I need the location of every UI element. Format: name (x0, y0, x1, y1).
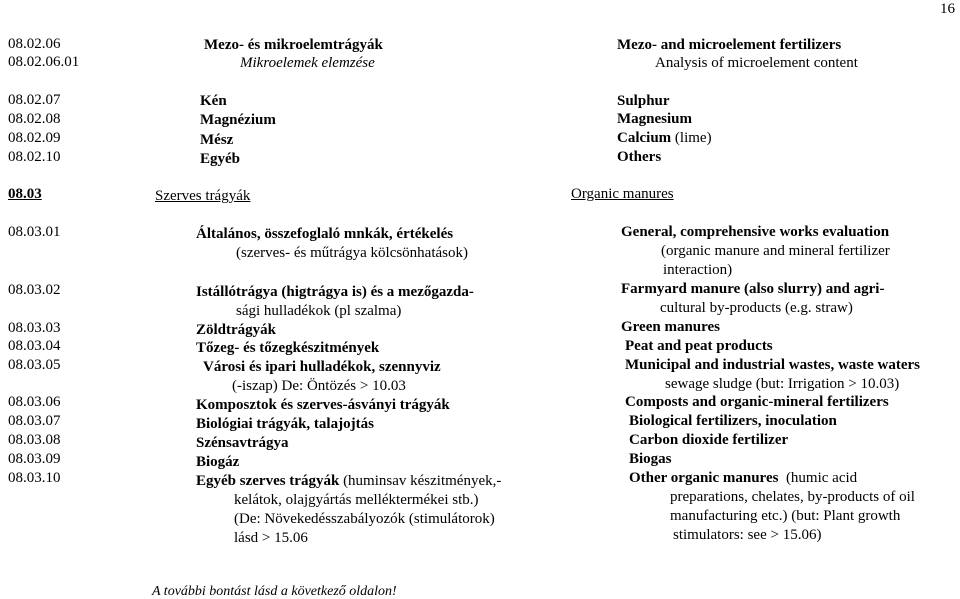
hu-mesz: Mész (200, 132, 234, 148)
en-composts: Composts and organic-mineral fertilizers (625, 394, 889, 410)
hu-egyeb-szerves-ref: lásd > 15.06 (234, 530, 308, 546)
en-micro-subtitle: Analysis of microelement content (655, 55, 858, 71)
hu-egyeb-szerves-bold: Egyéb szerves trágyák (196, 473, 340, 489)
section-code: 08.03 (8, 186, 42, 202)
en-other-rest: (humic acid (778, 470, 858, 486)
code-label: 08.03.06 (8, 394, 61, 410)
en-sulphur: Sulphur (617, 93, 670, 109)
hu-section-heading: Szerves trágyák (155, 188, 251, 204)
en-co2: Carbon dioxide fertilizer (629, 432, 789, 448)
code-label: 08.02.06 (8, 36, 61, 52)
en-general-cont2: interaction) (663, 262, 733, 278)
hu-altalanos: Általános, összefoglaló mnkák, értékelés (196, 226, 454, 242)
hu-micro-title: Mezo- és mikroelemtrágyák (204, 37, 383, 53)
code-label: 08.03.05 (8, 357, 61, 373)
hu-micro-subtitle: Mikroelemek elemzése (240, 55, 375, 71)
en-other (629, 471, 857, 486)
hu-egyeb-szerves (196, 474, 501, 489)
hu-egyeb: Egyéb (200, 151, 241, 167)
en-green: Green manures (621, 319, 721, 335)
en-general: General, comprehensive works evaluation (621, 224, 890, 240)
en-biological: Biological fertilizers, inoculation (629, 413, 837, 429)
hu-biogaz: Biogáz (196, 454, 240, 470)
en-magnesium: Magnesium (617, 111, 692, 127)
hu-egyeb-szerves-note: (De: Növekedésszabályozók (stimulátorok) (234, 511, 495, 527)
hu-egyeb-szerves-rest: (huminsav készitmények,- (339, 473, 502, 489)
code-label: 08.02.09 (8, 130, 61, 146)
code-label: 08.03.04 (8, 338, 61, 354)
en-calcium-rest: (lime) (671, 130, 712, 146)
code-label: 08.03.09 (8, 451, 61, 467)
en-section-heading: Organic manures (571, 186, 674, 202)
hu-altalanos-cont: (szerves- és műtrágya kölcsönhatások) (236, 245, 469, 261)
hu-zold: Zöldtrágyák (196, 322, 277, 338)
en-farmyard-cont: cultural by-products (e.g. straw) (660, 300, 853, 316)
hu-istallo: Istállótrágya (higtrágya is) és a mezőgazda- (196, 284, 474, 300)
hu-istallo-cont: sági hulladékok (pl szalma) (236, 303, 402, 319)
hu-magnezium: Magnézium (200, 112, 276, 128)
en-general-cont: (organic manure and mineral fertilizer (661, 243, 890, 259)
hu-varosi: Városi és ipari hulladékok, szennyviz (203, 359, 441, 375)
code-label: 08.03.08 (8, 432, 61, 448)
en-micro-title: Mezo- and microelement fertilizers (617, 37, 842, 53)
hu-ken: Kén (200, 93, 227, 109)
en-calcium (617, 131, 712, 146)
code-label: 08.03.01 (8, 224, 61, 240)
en-other-cont3: stimulators: see > 15.06) (673, 527, 822, 543)
code-label: 08.02.10 (8, 149, 61, 165)
en-biogas: Biogas (629, 451, 672, 467)
hu-biologiai: Biológiai trágyák, talajojtás (196, 416, 374, 432)
hu-komposzt: Komposztok és szerves-ásványi trágyák (196, 397, 450, 413)
en-calcium-bold: Calcium (617, 130, 672, 146)
en-other-bold: Other organic manures (629, 470, 779, 486)
page-number: 16 (940, 1, 955, 17)
en-other-cont: preparations, chelates, by-products of oil (670, 489, 915, 505)
en-others: Others (617, 149, 662, 165)
en-municipal: Municipal and industrial wastes, waste waters (625, 357, 921, 373)
code-label: 08.02.07 (8, 92, 61, 108)
code-label: 08.02.06.01 (8, 54, 80, 70)
code-label: 08.03.03 (8, 320, 61, 336)
hu-tozeg: Tőzeg- és tőzegkészitmények (196, 340, 380, 356)
code-label: 08.03.07 (8, 413, 61, 429)
footer-note: A további bontást lásd a következő oldalon! (152, 584, 397, 599)
en-peat: Peat and peat products (625, 338, 773, 354)
en-other-cont2: manufacturing etc.) (but: Plant growth (670, 508, 901, 524)
code-label: 08.03.10 (8, 470, 61, 486)
hu-szensav: Szénsavtrágya (196, 435, 289, 451)
en-municipal-cont: sewage sludge (but: Irrigation > 10.03) (665, 376, 900, 392)
en-farmyard: Farmyard manure (also slurry) and agri- (621, 281, 885, 297)
hu-egyeb-szerves-cont: kelátok, olajgyártás melléktermékei stb.) (234, 492, 479, 508)
code-label: 08.03.02 (8, 282, 61, 298)
hu-varosi-cont: (-iszap) De: Öntözés > 10.03 (232, 378, 406, 394)
code-label: 08.02.08 (8, 111, 61, 127)
